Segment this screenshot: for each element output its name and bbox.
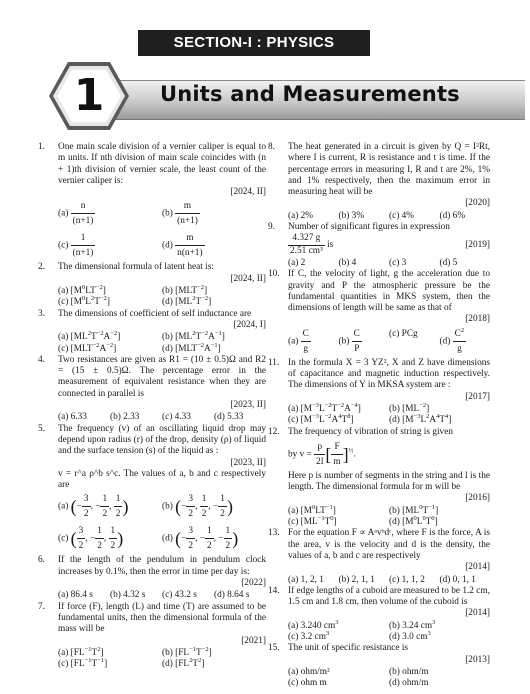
expression-fraction: $\frac{4.327 g}{\text{2.51 cm³}}$ (290, 233, 323, 256)
question-source: [2024, I] (233, 319, 266, 330)
question-5 (38, 424, 266, 492)
options-q2 (38, 283, 266, 309)
option: (d) $[FL^2T^2]$ (162, 657, 205, 670)
option: (c) $\frac{1}{(n+1)}$ (58, 233, 94, 259)
option: (a) 6.33 (58, 412, 87, 423)
question-14 (268, 586, 490, 620)
option: (c) PCg (389, 328, 418, 339)
option: (a) 2% (288, 210, 314, 221)
question-number: 13. (268, 528, 280, 539)
options-q8 (268, 211, 490, 222)
question-text: In the formula X = 3 YZ², X and Z have dimensions of capacitance and magnetic induction respectively. The dimensions of Y in MKSA system are : (288, 357, 490, 391)
option: (b) 2, 1, 1 (338, 574, 375, 585)
option: (c) 3 (389, 257, 407, 268)
options-q10 (268, 327, 490, 356)
question-number: 11. (268, 357, 280, 368)
option: (b) $[FL^{-1}T^{-2}]$ (162, 645, 212, 658)
question-15 (268, 643, 490, 666)
right-column (268, 142, 490, 689)
option: (d) $[M^0L^0T^0]$ (389, 514, 438, 528)
question-source: [2024, II] (230, 187, 266, 198)
option: (d) 3.0 $cm^3$ (389, 629, 431, 642)
options-q5 (38, 492, 266, 553)
option: (a) 2 (288, 257, 306, 268)
option: (b) (− $\frac{3}{2}$ , $\frac{1}{2}$ , − $\frac{1}{2}$ ) (162, 494, 233, 520)
option: (c) $[ML^{-1}T^0]$ (288, 514, 337, 528)
option: (c) 3.2 $cm^3$ (288, 629, 330, 642)
option: (c) ( $\frac{3}{2}$ , − $\frac{1}{2}$ , $\frac{1}{2}$ ) (58, 526, 124, 552)
question-source: [2019] (465, 239, 490, 250)
question-number: 8. (268, 142, 275, 152)
options-q15 (268, 667, 490, 690)
option: (b) 3% (338, 210, 365, 221)
chapter-number: 1 (73, 70, 105, 121)
option: (d) 0, 1, 1 (439, 574, 476, 585)
question-source: [2023, II] (230, 400, 266, 411)
question-4 (38, 355, 266, 411)
option: (a) $[M^0LT^{-1}]$ (288, 503, 336, 516)
options-q1 (38, 199, 266, 260)
option: (a) (− $\frac{3}{2}$ , − $\frac{1}{2}$ , $\frac{1}{2}$ ) (58, 494, 129, 520)
option: (d) ohm/m (389, 678, 429, 689)
option: (d) $[MLT^{-2}A^{-1}]$ (162, 341, 221, 354)
question-number: 10. (268, 269, 280, 280)
option: (a) ohm/m² (288, 666, 330, 677)
expression-is: is (327, 240, 334, 251)
question-number: 14. (268, 585, 280, 596)
options-q4 (38, 412, 266, 423)
question-9 (268, 222, 490, 257)
question-source: [2022] (241, 578, 266, 589)
question-text: If force (F), length (L) and time (T) are assumed to be fundamental units, then the dimensional formula of the mass will be (58, 601, 266, 635)
option: (b) $[MLT^{-2}]$ (162, 283, 208, 297)
left-column (38, 142, 266, 670)
option: (a) 86.4 s (58, 590, 93, 601)
question-number: 4. (38, 354, 45, 365)
question-text-continued: Here p is number of segments in the string and l is the length. The dimensional formula for m will be (288, 470, 490, 493)
question-12 (268, 427, 490, 505)
question-10 (268, 269, 490, 325)
question-number: 9. (268, 222, 275, 233)
question-text: If edge lengths of a cuboid are measured to be 1.2 cm, 1.5 cm and 1.8 cm, then volume of the cuboid is (288, 585, 490, 608)
option: (b) 4 (338, 257, 357, 268)
question-source: [2014] (465, 608, 490, 619)
options-q3 (38, 332, 266, 355)
option: (b) $[ML^{-2}]$ (389, 401, 430, 414)
question-3 (38, 309, 266, 332)
question-number: 3. (38, 308, 45, 319)
question-13 (268, 528, 490, 573)
question-text: One main scale division of a vernier caliper is equal to m units. If nth division of main scale coincides with (n + 1)th division of vernier scale, the least count of the vernier caliper is: (58, 142, 266, 186)
option: (d) $\frac{C^2}{g}$ (439, 326, 465, 354)
option: (d) 5.33 (214, 412, 244, 423)
option: (c) 4.33 (162, 412, 191, 423)
option: (d) (− $\frac{3}{2}$ , − $\frac{1}{2}$ , − $\frac{1}{2}$ ) (162, 526, 239, 552)
option: (c) $[M^{-3}L^{-2}A^4T^8]$ (288, 413, 354, 426)
question-text: If the length of the pendulum in pendulum clock increases by 0.1%, then the error in time per day is: (58, 555, 266, 577)
options-q14 (268, 618, 490, 644)
option: (c) 4% (389, 210, 415, 221)
option: (a) 3.240 $cm^3$ (288, 618, 339, 631)
question-number: 1. (38, 142, 45, 152)
option: (d) 6% (439, 210, 466, 221)
question-1 (38, 142, 266, 198)
question-7 (38, 602, 266, 647)
options-q13 (268, 575, 490, 586)
question-text: The dimensional formula of latent heat is: (58, 262, 214, 273)
question-source: [2021] (241, 635, 266, 646)
option: (c) ohm m (288, 678, 327, 689)
question-number: 7. (38, 601, 45, 612)
option: (a) $[ML^2T^{-2}A^{-2}]$ (58, 330, 121, 343)
option: (a) $[M^{-3}L^{-2}T^{-2}A^{-4}]$ (288, 401, 361, 414)
question-number: 12. (268, 426, 280, 437)
question-number: 2. (38, 262, 45, 273)
option: (b) 2.33 (110, 412, 140, 423)
options-q12 (268, 503, 490, 529)
options-q7 (38, 645, 266, 671)
question-2 (38, 262, 266, 285)
option: (c) 43.2 s (162, 590, 197, 601)
option: (a) $\frac{C}{g}$ (288, 328, 309, 354)
question-source: [2024, II] (230, 273, 266, 284)
option: (b) ohm/m (389, 666, 429, 677)
question-text: The frequency (v) of an oscillating liquid drop may depend upon radius (r) of the drop, density (ρ) of liquid and the surface tension (s) of the liquid as : (58, 423, 266, 457)
option: (b) $[ML^2T^{-2}A^{-1}]$ (162, 330, 225, 343)
question-number: 6. (38, 555, 45, 566)
question-source: [2023, II] (230, 457, 266, 468)
frequency-formula: by v = $\frac{p}{2l}$ [ $\frac{F}{m}$ ]$^{\frac{1}{2}}$. (288, 441, 356, 467)
option: (d) $[M^{-3}L^2A^4T^4]$ (389, 413, 452, 426)
question-text: If C, the velocity of light, g the acceleration due to gravity and P the atmospheric pressure be the fundamental quantities in MKS system, then the dimensions of length will be same as that of (288, 269, 490, 314)
question-text: The dimensions of coefficient of self inductance are (58, 308, 252, 319)
option: (b) 4.32 s (110, 590, 146, 601)
chapter-title: Units and Measurements (160, 82, 460, 106)
question-6 (38, 555, 266, 589)
option: (c) $[FL^{-1}T^{-1}]$ (58, 657, 108, 670)
question-text: The frequency of vibration of string is given (288, 426, 453, 437)
question-text-continued: v = r^a ρ^b s^c. The values of a, b and c respectively are (58, 468, 266, 491)
question-text: The unit of specific resistance is (288, 643, 409, 654)
options-q11 (268, 401, 490, 427)
question-text: Two resistances are given as R1 = (10 ± 0.5)Ω and R2 = (15 ± 0.5)Ω. The percentage error in the measurement of equivalent resistance when they are connected in parallel is (58, 354, 266, 399)
question-11 (268, 358, 490, 403)
question-source: [2020] (465, 198, 490, 209)
option: (d) 5 (439, 257, 458, 268)
option: (b) $\frac{m}{(n+1)}$ (162, 201, 198, 227)
option: (b) 3.24 $cm^3$ (389, 618, 436, 631)
question-text: For the equation F ∝ Aᵃvᵇdᶜ, where F is the force, A is the area, v is the velocity and d is the density, the values of a, b and c are respectively (288, 528, 490, 561)
question-8 (268, 142, 490, 210)
options-q6 (38, 590, 266, 601)
question-number: 5. (38, 423, 45, 434)
question-text: The heat generated in a circuit is given by Q = I²Rt, where I is current, R is resistance and t is time. If the percentage errors in measuring I, R and t are 2%, 1% and 1% respectively, then the maximum error in measuring heat will be (288, 142, 490, 198)
options-q9 (268, 258, 490, 269)
question-text: Number of significant figures in expression (288, 222, 450, 233)
option: (a) $[FL^{-1}T^2]$ (58, 645, 104, 658)
option: (b) $\frac{C}{P}$ (338, 328, 360, 354)
chapter-banner (10, 60, 525, 132)
option: (c) $[MLT^{-2}A^{-2}]$ (58, 341, 117, 354)
question-source: [2018] (465, 314, 490, 325)
question-source: [2016] (465, 493, 490, 504)
option: (d) 8.64 s (214, 590, 250, 601)
question-source: [2017] (465, 391, 490, 402)
option: (d) $[ML^2T^{-2}]$ (162, 295, 212, 308)
option: (b) $[ML^0T^{-1}]$ (389, 503, 439, 516)
section-header: SECTION-I : PHYSICS (138, 30, 370, 56)
option: (c) 1, 1, 2 (389, 574, 425, 585)
option: (a) 1, 2, 1 (288, 574, 324, 585)
question-source: [2013] (465, 654, 490, 665)
option: (a) $\frac{n}{(n+1)}$ (58, 201, 94, 227)
question-number: 15. (268, 643, 280, 654)
option: (a) $[M^0LT^{-2}]$ (58, 283, 106, 297)
option: (c) $[M^0L^2T^{-2}]$ (58, 295, 110, 308)
question-source: [2014] (465, 562, 490, 573)
option: (d) $\frac{m}{n(n+1)}$ (162, 233, 203, 259)
